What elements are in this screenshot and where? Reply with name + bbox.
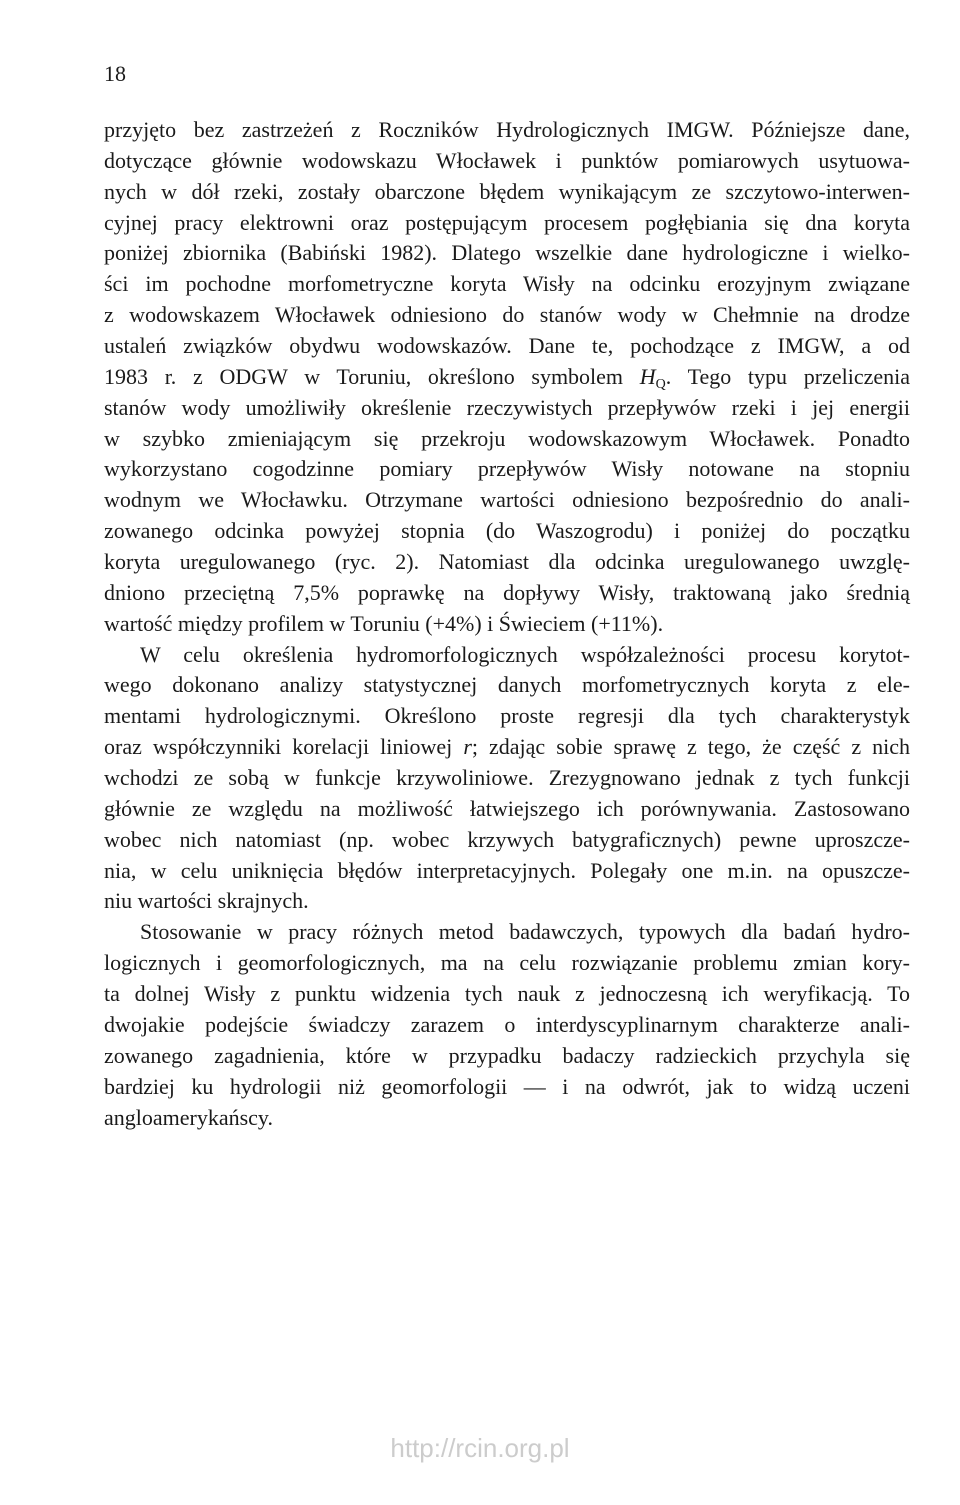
text-line: wobec nich natomiast (np. wobec krzywych batygraficznych) pewne uproszcze- <box>104 826 910 852</box>
text-line: dotyczące głównie wodowskazu Włocławek i punktów pomiarowych usytuowa- <box>104 147 910 173</box>
text-line: dniono przeciętną 7,5% poprawkę na dopływy Wisły, traktowaną jako średnią <box>104 579 910 605</box>
text-line: zowanego zagadnienia, które w przypadku badaczy radzieckich przychyla się <box>104 1042 910 1068</box>
text-line: głównie ze względu na możliwość łatwiejszego ich porównywania. Zastosowano <box>104 795 910 821</box>
text-line-with-symbol <box>104 362 910 393</box>
text-line: bardziej ku hydrologii niż geomorfologii — i na odwrót, jak to widzą uczeni <box>104 1073 910 1099</box>
text-line: ta dolnej Wisły z punktu widzenia tych nauk z jednoczesną ich weryfikacją. To <box>104 981 910 1007</box>
text-run: 1983 r. z ODGW w Toruniu, określono symbolem <box>104 363 640 389</box>
text-line: niu wartości skrajnych. <box>104 888 309 914</box>
text-run: ; zdając sobie sprawę z tego, że część z nich <box>471 734 910 760</box>
text-line: ustaleń związków obydwu wodowskazów. Dane te, pochodzące z IMGW, a od <box>104 333 910 359</box>
paragraph-first-line: Stosowanie w pracy różnych metod badawczych, typowych dla badań hydro- <box>140 919 910 945</box>
text-line: mentami hydrologicznymi. Określono proste regresji dla tych charakterystyk <box>104 703 910 729</box>
text-line: zowanego odcinka powyżej stopnia (do Waszogrodu) i poniżej do początku <box>104 518 910 544</box>
text-line: w szybko zmieniającym się przekroju wodowskazowym Włocławek. Ponadto <box>104 425 910 451</box>
text-line: wchodzi ze sobą w funkcje krzywoliniowe. Zrezygnowano jednak z tych funkcji <box>104 765 910 791</box>
text-run: . Tego typu przeliczenia <box>665 363 910 389</box>
text-line: wego dokonano analizy statystycznej danych morfometrycznych koryta z ele- <box>104 672 910 698</box>
text-line: nia, w celu uniknięcia błędów interpretacyjnych. Polegały one m.in. na opuszcze- <box>104 857 910 883</box>
text-line-with-symbol <box>104 732 910 763</box>
symbol-r: r <box>463 734 472 760</box>
text-run: oraz współczynniki korelacji liniowej <box>104 734 464 760</box>
text-line: wodnym we Włocławku. Otrzymane wartości odniesiono bezpośrednio do anali- <box>104 487 910 513</box>
text-line: przyjęto bez zastrzeżeń z Roczników Hydrologicznych IMGW. Późniejsze dane, <box>104 117 910 142</box>
text-line: wartość między profilem w Toruniu (+4%) i Świeciem (+11%). <box>104 610 664 636</box>
text-line: poniżej zbiornika (Babiński 1982). Dlatego wszelkie dane hydrologiczne i wielko- <box>104 240 910 266</box>
symbol-subscript: Q <box>655 376 666 392</box>
text-line: koryta uregulowanego (ryc. 2). Natomiast dla odcinka uregulowanego uwzglę- <box>104 549 910 575</box>
text-line: ści im pochodne morfometryczne koryta Wisły na odcinku erozyjnym związane <box>104 271 910 297</box>
text-line: dwojakie podejście świadczy zarazem o interdyscyplinarnym charakterze anali- <box>104 1011 910 1037</box>
text-line: nych w dół rzeki, zostały obarczone błędem wynikającym ze szczytowo-interwen- <box>104 178 910 204</box>
body-text <box>104 115 910 1133</box>
text-line: z wodowskazem Włocławek odniesiono do stanów wody w Chełmnie na drodze <box>104 302 910 328</box>
page-number: 18 <box>104 61 126 86</box>
paragraph-first-line: W celu określenia hydromorfologicznych współzależności procesu korytot- <box>140 641 910 667</box>
symbol-h: H <box>639 363 656 389</box>
text-line: stanów wody umożliwiły określenie rzeczywistych przepływów rzeki i jej energii <box>104 394 910 420</box>
text-line: wykorzystano cogodzinne pomiary przepływów Wisły notowane na stopniu <box>104 456 910 482</box>
text-line: angloamerykańscy. <box>104 1104 274 1130</box>
text-line: cyjnej pracy elektrowni oraz postępującym procesem pogłębiania się dna koryta <box>104 209 910 235</box>
text-line: logicznych i geomorfologicznych, ma na celu rozwiązanie problemu zmian kory- <box>104 950 910 976</box>
watermark-url: http://rcin.org.pl <box>390 1433 570 1463</box>
